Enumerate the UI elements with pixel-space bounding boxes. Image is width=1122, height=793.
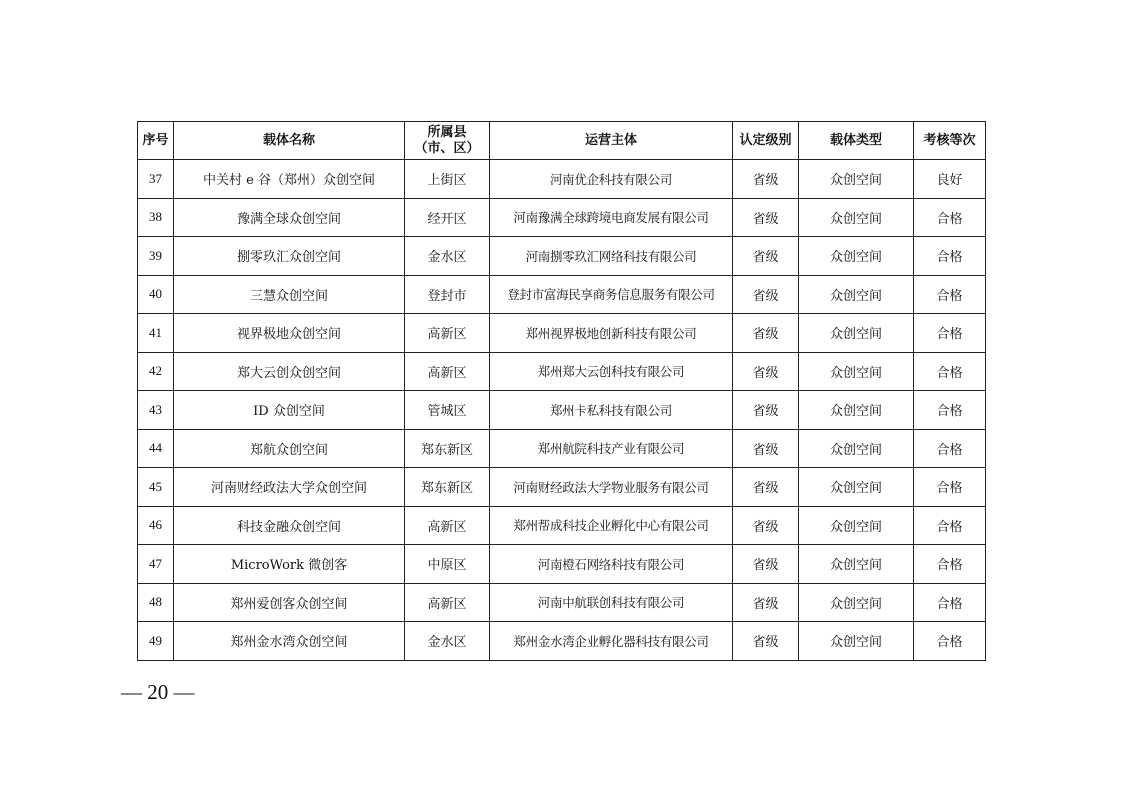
cell-district: 高新区 bbox=[405, 506, 490, 545]
cell-rating: 良好 bbox=[914, 160, 986, 199]
cell-seq: 46 bbox=[138, 506, 174, 545]
table-row bbox=[138, 506, 986, 545]
cell-type: 众创空间 bbox=[799, 429, 914, 468]
cell-name: 豫满全球众创空间 bbox=[174, 198, 405, 237]
header-type: 载体类型 bbox=[799, 122, 914, 160]
cell-seq: 40 bbox=[138, 275, 174, 314]
header-name: 载体名称 bbox=[174, 122, 405, 160]
cell-district: 金水区 bbox=[405, 622, 490, 661]
cell-type: 众创空间 bbox=[799, 583, 914, 622]
table-row bbox=[138, 583, 986, 622]
header-operator: 运营主体 bbox=[490, 122, 733, 160]
cell-seq: 49 bbox=[138, 622, 174, 661]
cell-level: 省级 bbox=[733, 391, 799, 430]
cell-name: 捌零玖汇众创空间 bbox=[174, 237, 405, 276]
cell-operator: 郑州金水湾企业孵化器科技有限公司 bbox=[490, 622, 733, 661]
cell-district: 经开区 bbox=[405, 198, 490, 237]
cell-district: 管城区 bbox=[405, 391, 490, 430]
cell-level: 省级 bbox=[733, 545, 799, 584]
cell-type: 众创空间 bbox=[799, 314, 914, 353]
table-row bbox=[138, 622, 986, 661]
cell-type: 众创空间 bbox=[799, 160, 914, 199]
cell-level: 省级 bbox=[733, 275, 799, 314]
table-row bbox=[138, 429, 986, 468]
cell-seq: 37 bbox=[138, 160, 174, 199]
cell-operator: 登封市富海民享商务信息服务有限公司 bbox=[490, 275, 733, 314]
cell-rating: 合格 bbox=[914, 545, 986, 584]
header-level: 认定级别 bbox=[733, 122, 799, 160]
cell-level: 省级 bbox=[733, 237, 799, 276]
cell-type: 众创空间 bbox=[799, 237, 914, 276]
cell-type: 众创空间 bbox=[799, 352, 914, 391]
cell-district: 高新区 bbox=[405, 352, 490, 391]
cell-rating: 合格 bbox=[914, 583, 986, 622]
cell-operator: 河南捌零玖汇网络科技有限公司 bbox=[490, 237, 733, 276]
cell-operator: 河南豫满全球跨境电商发展有限公司 bbox=[490, 198, 733, 237]
cell-level: 省级 bbox=[733, 314, 799, 353]
cell-rating: 合格 bbox=[914, 468, 986, 507]
cell-district: 上街区 bbox=[405, 160, 490, 199]
cell-type: 众创空间 bbox=[799, 622, 914, 661]
cell-seq: 45 bbox=[138, 468, 174, 507]
header-district-line2: （市、区） bbox=[414, 140, 480, 156]
cell-name: 科技金融众创空间 bbox=[174, 506, 405, 545]
carrier-assessment-table bbox=[137, 121, 986, 661]
table-row bbox=[138, 352, 986, 391]
cell-level: 省级 bbox=[733, 583, 799, 622]
cell-type: 众创空间 bbox=[799, 275, 914, 314]
cell-level: 省级 bbox=[733, 506, 799, 545]
cell-district: 中原区 bbox=[405, 545, 490, 584]
page-number: — 20 — bbox=[121, 680, 195, 704]
table-body bbox=[138, 160, 986, 661]
cell-name: 视界极地众创空间 bbox=[174, 314, 405, 353]
cell-rating: 合格 bbox=[914, 352, 986, 391]
cell-rating: 合格 bbox=[914, 314, 986, 353]
cell-type: 众创空间 bbox=[799, 506, 914, 545]
cell-name: 郑州爱创客众创空间 bbox=[174, 583, 405, 622]
table-row bbox=[138, 391, 986, 430]
cell-level: 省级 bbox=[733, 198, 799, 237]
table-row bbox=[138, 198, 986, 237]
cell-operator: 郑州帮成科技企业孵化中心有限公司 bbox=[490, 506, 733, 545]
cell-name: 三慧众创空间 bbox=[174, 275, 405, 314]
cell-name: 中关村 e 谷（郑州）众创空间 bbox=[174, 160, 405, 199]
cell-operator: 郑州视界极地创新科技有限公司 bbox=[490, 314, 733, 353]
table-row bbox=[138, 545, 986, 584]
table-row bbox=[138, 160, 986, 199]
cell-name: 郑大云创众创空间 bbox=[174, 352, 405, 391]
cell-seq: 47 bbox=[138, 545, 174, 584]
cell-type: 众创空间 bbox=[799, 198, 914, 237]
cell-rating: 合格 bbox=[914, 622, 986, 661]
cell-level: 省级 bbox=[733, 622, 799, 661]
cell-type: 众创空间 bbox=[799, 545, 914, 584]
cell-type: 众创空间 bbox=[799, 391, 914, 430]
cell-seq: 44 bbox=[138, 429, 174, 468]
cell-operator: 河南优企科技有限公司 bbox=[490, 160, 733, 199]
cell-operator: 河南财经政法大学物业服务有限公司 bbox=[490, 468, 733, 507]
table-row bbox=[138, 468, 986, 507]
cell-operator: 河南中航联创科技有限公司 bbox=[490, 583, 733, 622]
table-row bbox=[138, 275, 986, 314]
header-district bbox=[405, 122, 490, 160]
cell-rating: 合格 bbox=[914, 506, 986, 545]
cell-district: 郑东新区 bbox=[405, 468, 490, 507]
cell-district: 郑东新区 bbox=[405, 429, 490, 468]
cell-district: 高新区 bbox=[405, 583, 490, 622]
cell-type: 众创空间 bbox=[799, 468, 914, 507]
cell-operator: 河南橙石网络科技有限公司 bbox=[490, 545, 733, 584]
table-row bbox=[138, 237, 986, 276]
cell-seq: 48 bbox=[138, 583, 174, 622]
cell-rating: 合格 bbox=[914, 429, 986, 468]
table-header-row bbox=[138, 122, 986, 160]
cell-seq: 41 bbox=[138, 314, 174, 353]
cell-seq: 43 bbox=[138, 391, 174, 430]
cell-level: 省级 bbox=[733, 429, 799, 468]
cell-operator: 郑州卡私科技有限公司 bbox=[490, 391, 733, 430]
cell-name: MicroWork 微创客 bbox=[174, 545, 405, 584]
cell-name: 河南财经政法大学众创空间 bbox=[174, 468, 405, 507]
cell-seq: 42 bbox=[138, 352, 174, 391]
cell-name: ID 众创空间 bbox=[174, 391, 405, 430]
header-seq: 序号 bbox=[138, 122, 174, 160]
cell-operator: 郑州郑大云创科技有限公司 bbox=[490, 352, 733, 391]
cell-seq: 39 bbox=[138, 237, 174, 276]
cell-district: 登封市 bbox=[405, 275, 490, 314]
cell-level: 省级 bbox=[733, 160, 799, 199]
cell-name: 郑航众创空间 bbox=[174, 429, 405, 468]
cell-rating: 合格 bbox=[914, 237, 986, 276]
header-district-line1: 所属县 bbox=[427, 124, 467, 140]
header-rating: 考核等次 bbox=[914, 122, 986, 160]
cell-seq: 38 bbox=[138, 198, 174, 237]
cell-level: 省级 bbox=[733, 352, 799, 391]
cell-operator: 郑州航院科技产业有限公司 bbox=[490, 429, 733, 468]
cell-district: 金水区 bbox=[405, 237, 490, 276]
table-row bbox=[138, 314, 986, 353]
cell-level: 省级 bbox=[733, 468, 799, 507]
cell-rating: 合格 bbox=[914, 275, 986, 314]
cell-rating: 合格 bbox=[914, 198, 986, 237]
cell-name: 郑州金水湾众创空间 bbox=[174, 622, 405, 661]
cell-rating: 合格 bbox=[914, 391, 986, 430]
cell-district: 高新区 bbox=[405, 314, 490, 353]
